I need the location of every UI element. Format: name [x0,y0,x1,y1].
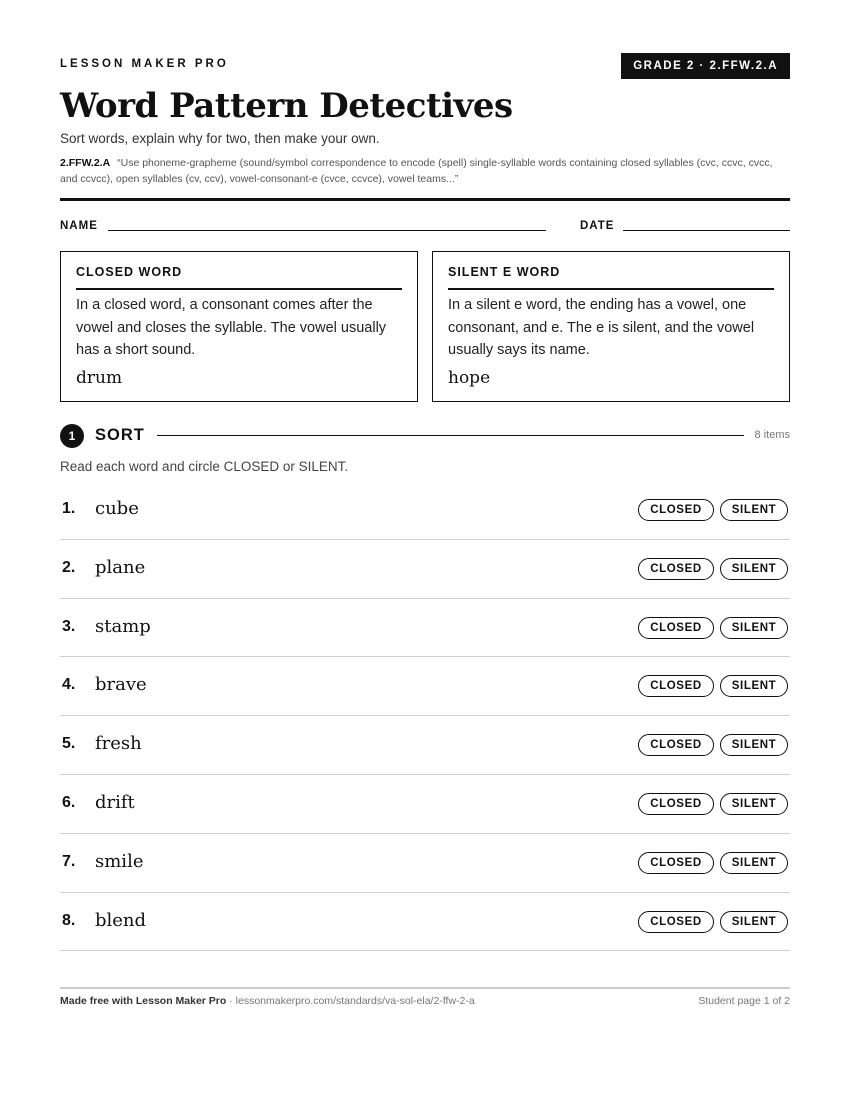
footer-credit [60,995,475,1007]
silent-option[interactable]: SILENT [720,499,788,521]
footer-made-with: Made free with Lesson Maker Pro [60,995,227,1007]
silent-option[interactable]: SILENT [720,675,788,697]
page-subtitle: Sort words, explain why for two, then make your own. [60,131,380,146]
list-item [60,599,790,658]
closed-option[interactable]: CLOSED [638,911,714,933]
sort-section-header [60,424,790,448]
closed-word-card [60,251,418,402]
footer-divider [60,987,790,989]
footer-url[interactable]: · lessonmakerpro.com/standards/va-sol-ela/2-ffw-2-a [226,995,475,1007]
name-date-row [60,219,790,235]
item-word: fresh [95,733,142,755]
date-field[interactable] [623,230,790,231]
card-title: SILENT E WORD [448,265,774,290]
silent-e-word-card [432,251,790,402]
closed-option[interactable]: CLOSED [638,558,714,580]
date-label: DATE [580,220,615,232]
item-number: 4. [62,676,76,694]
list-item [60,540,790,599]
item-number: 3. [62,617,76,635]
card-example-word: hope [448,368,491,388]
silent-option[interactable]: SILENT [720,734,788,756]
item-word: brave [95,674,147,696]
silent-option[interactable]: SILENT [720,852,788,874]
list-item [60,893,790,952]
silent-option[interactable]: SILENT [720,793,788,815]
silent-option[interactable]: SILENT [720,911,788,933]
word-list [60,481,790,951]
page-title: Word Pattern Detectives [60,86,513,126]
silent-option[interactable]: SILENT [720,558,788,580]
closed-option[interactable]: CLOSED [638,852,714,874]
footer-page-number: Student page 1 of 2 [698,995,790,1007]
card-title: CLOSED WORD [76,265,402,290]
header-divider [60,198,790,201]
list-item [60,716,790,775]
item-number: 8. [62,911,76,929]
item-number: 7. [62,852,76,870]
section-title: SORT [95,426,145,444]
closed-option[interactable]: CLOSED [638,734,714,756]
item-number: 5. [62,735,76,753]
standard-description [60,155,790,187]
item-word: stamp [95,615,151,637]
sort-instruction: Read each word and circle CLOSED or SILENT. [60,459,349,474]
section-number-badge: 1 [60,424,84,448]
item-number: 6. [62,793,76,811]
standard-code: 2.FFW.2.A [60,157,111,169]
closed-option[interactable]: CLOSED [638,675,714,697]
list-item [60,834,790,893]
card-definition: In a silent e word, the ending has a vowel, one consonant, and e. The e is silent, and the vowel usually says its name. [448,297,755,358]
list-item [60,775,790,834]
item-word: plane [95,556,146,578]
item-number: 2. [62,558,76,576]
item-word: blend [95,909,147,931]
standard-text: “Use phoneme-grapheme (sound/symbol correspondence to encode (spell) single-syllable words containing closed syllables (cvc, ccvc, cvcc, and ccvcc), open syllables (cv, ccv), vowel-consonant-e (cvce, ccvce), vowel teams...” [60,157,773,185]
list-item [60,657,790,716]
closed-option[interactable]: CLOSED [638,499,714,521]
item-word: drift [95,791,135,813]
closed-option[interactable]: CLOSED [638,617,714,639]
section-divider [157,435,744,436]
item-number: 1. [62,500,76,517]
card-definition: In a closed word, a consonant comes after the vowel and closes the syllable. The vowel usually has a short sound. [76,297,387,358]
item-word: smile [95,850,144,872]
name-field[interactable] [108,230,546,231]
name-label: NAME [60,220,98,232]
card-example-word: drum [76,368,123,388]
item-word: cube [95,498,139,519]
list-item [60,481,790,540]
grade-badge: GRADE 2 · 2.FFW.2.A [621,53,790,79]
silent-option[interactable]: SILENT [720,617,788,639]
brand-name: LESSON MAKER PRO [60,58,229,70]
item-count: 8 items [754,429,790,441]
closed-option[interactable]: CLOSED [638,793,714,815]
